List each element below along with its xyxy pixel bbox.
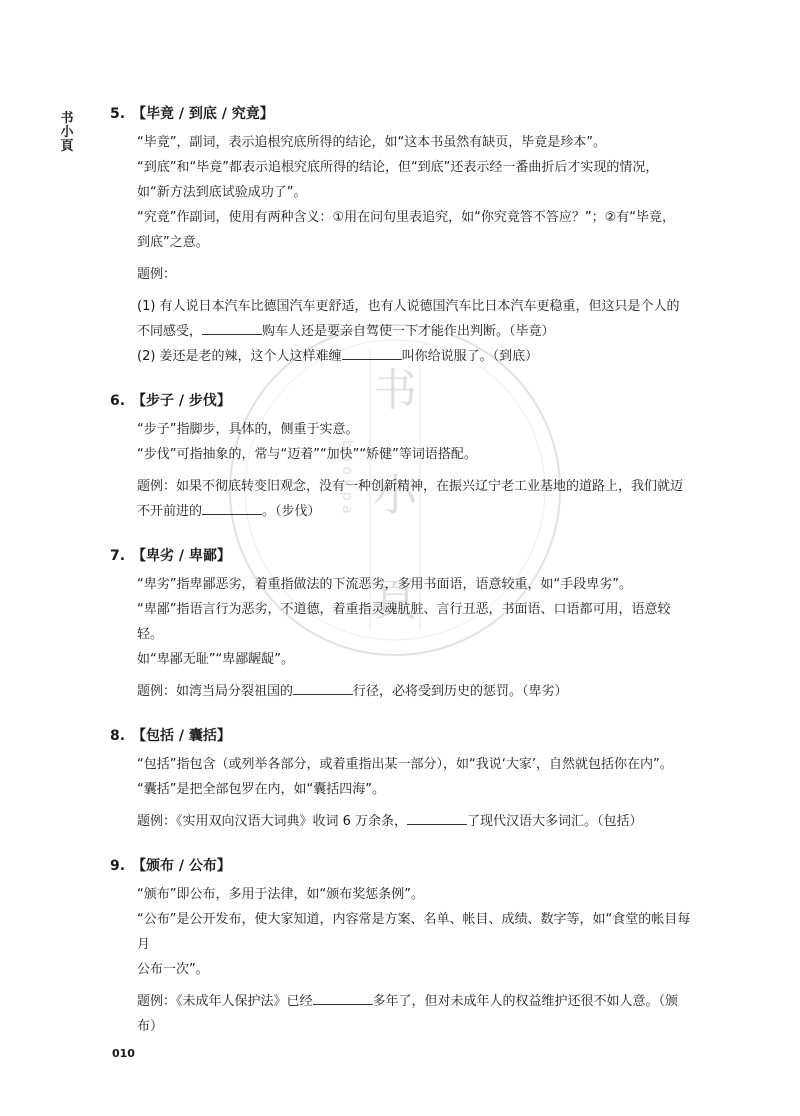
definition-line: “步伐”可指抽象的，常与“迈着”“加快”“矫健”等词语搭配。 <box>137 447 477 462</box>
example-label: 题例： <box>137 267 177 282</box>
page-number: 010 <box>112 1047 135 1060</box>
example-line: 布） <box>137 1019 164 1034</box>
example-line: 题例：《实用双向汉语大词典》收词 6 万余条， 了现代汉语大多词汇。（包括） <box>137 814 643 829</box>
entry-7 <box>110 546 695 704</box>
definition-line: “颁布”即公布，多用于法律，如“颁布奖惩条例”。 <box>137 887 424 902</box>
entry-5 <box>110 104 695 369</box>
entry-title: 9. 【颁布 / 公布】 <box>110 858 231 874</box>
entry-title: 8. 【包括 / 囊括】 <box>110 728 231 744</box>
fill-blank <box>202 322 262 335</box>
entry-9 <box>110 856 695 1039</box>
definition-line: 公布一次”。 <box>137 962 209 977</box>
fill-blank <box>313 992 373 1005</box>
watermark-latin: b o o k p a <box>339 440 355 514</box>
entry-title: 6. 【步子 / 步伐】 <box>110 393 231 409</box>
watermark-char-3: 頁 <box>373 575 417 626</box>
logo-char: 頁 <box>60 139 74 154</box>
logo-char: 小 <box>60 125 74 140</box>
definition-line: 到底”之意。 <box>137 235 209 250</box>
definition-line: “公布”是公开发布，使大家知道，内容常是方案、名单、帐目、成绩、数字等，如“食堂的帐目每月 <box>137 912 691 952</box>
entry-title: 5. 【毕竟 / 到底 / 究竟】 <box>110 106 274 122</box>
logo-char: 书 <box>60 111 74 126</box>
definition-line: “囊括”是把全部包罗在内，如“囊括四海”。 <box>137 782 385 797</box>
watermark-char-1: 书 <box>373 365 417 416</box>
entry-title: 7. 【卑劣 / 卑鄙】 <box>110 548 231 564</box>
definition-line: “究竟”作副词，使用有两种含义：①用在问句里表追究，如“你究竟答不答应？”；②有“毕竟， <box>137 210 675 225</box>
example-line: 题例：如果不彻底转变旧观念，没有一种创新精神，在振兴辽宁老工业基地的道路上，我们就迈 <box>137 479 684 494</box>
example-line: 不开前进的 。（步伐） <box>137 504 321 519</box>
fill-blank <box>342 347 402 360</box>
definition-line: “毕竟”，副词，表示追根究底所得的结论，如“这本书虽然有缺页，毕竟是珍本”。 <box>137 135 606 150</box>
example-line: 题例：如湾当局分裂祖国的 行径，必将受到历史的惩罚。（卑劣） <box>137 684 568 699</box>
fill-blank <box>202 502 262 515</box>
watermark-char-2: 小 <box>373 470 417 521</box>
example-line: 不同感受， 购车人还是要亲自驾使一下才能作出判断。（毕竟） <box>137 324 555 339</box>
definition-line: “卑鄙”指语言行为恶劣，不道德，着重指灵魂肮脏、言行丑恶，书面语、口语都可用，语意较轻。 <box>137 602 671 642</box>
book-logo <box>59 112 75 154</box>
example-line: (1) 有人说日本汽车比德国汽车更舒适，也有人说德国汽车比日本汽车更稳重，但这只是个人的 <box>137 299 680 314</box>
entry-6 <box>110 391 695 524</box>
definition-line: “包括”指包含（或列举各部分，或着重指出某一部分），如“我说‘大家’，自然就包括你在内”。 <box>137 757 673 772</box>
definition-line: 如“卑鄙无耻”“卑鄙龌龊”。 <box>137 652 294 667</box>
entry-8 <box>110 726 695 834</box>
fill-blank <box>407 812 467 825</box>
example-line: 题例：《未成年人保护法》已经 多年了，但对未成年人的权益维护还很不如人意。（颁 <box>137 994 679 1009</box>
document-body <box>110 104 695 1061</box>
definition-line: “步子”指脚步，具体的，侧重于实意。 <box>137 422 359 437</box>
definition-line: “卑劣”指卑鄙恶劣，着重指做法的下流恶劣，多用书面语，语意较重，如“手段卑劣”。 <box>137 577 632 592</box>
example-line: (2) 姜还是老的辣，这个人这样难缠 叫你给说服了。（到底） <box>137 349 539 364</box>
definition-line: “到底”和“毕竟”都表示追根究底所得的结论，但“到底”还表示经一番曲折后才实现的情况， <box>137 160 659 175</box>
definition-line: 如“新方法到底试验成功了”。 <box>137 185 307 200</box>
fill-blank <box>293 682 353 695</box>
